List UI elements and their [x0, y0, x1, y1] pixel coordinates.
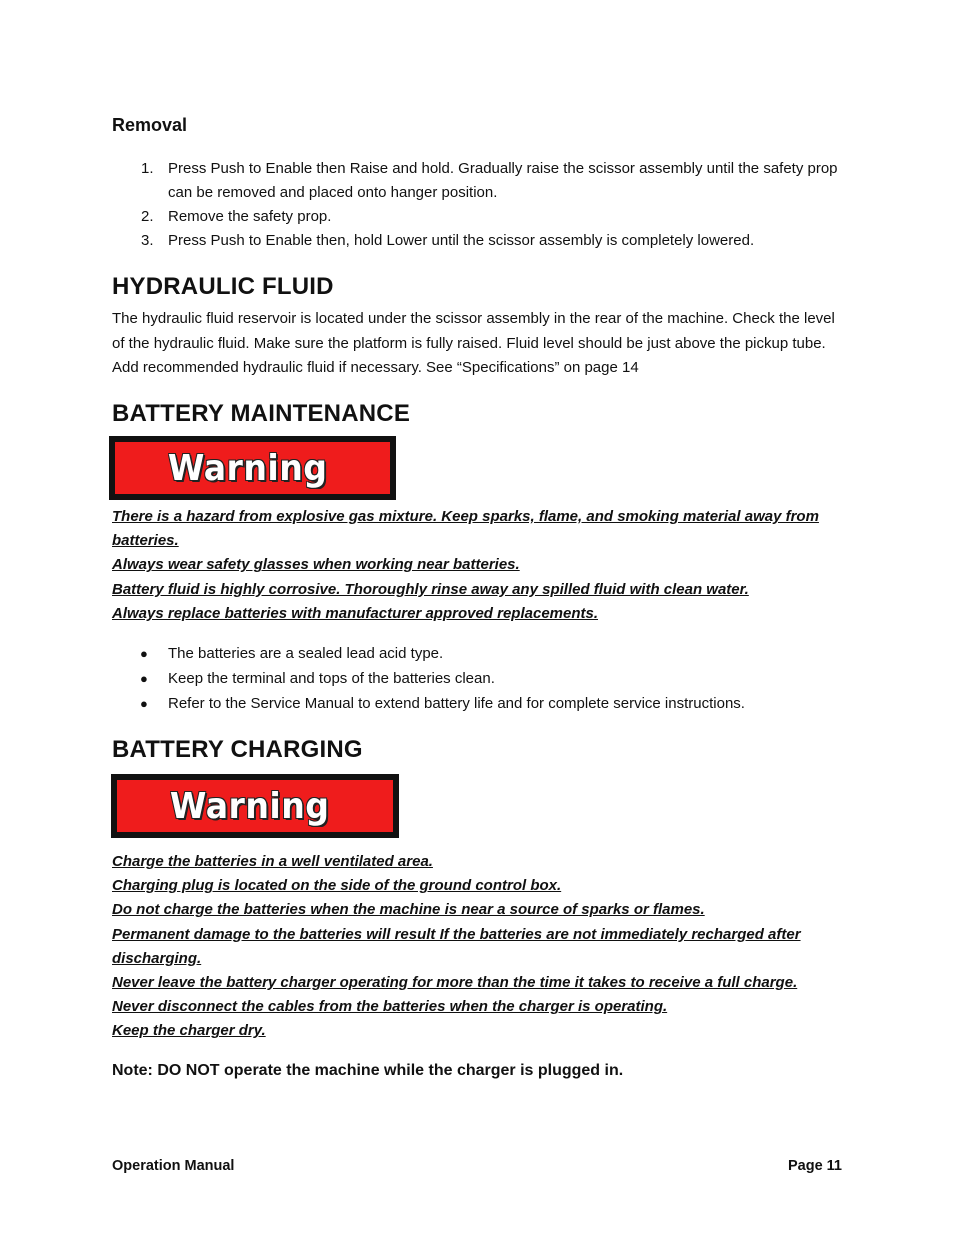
- warning-label: Warning: [167, 447, 328, 489]
- list-item: [112, 692, 745, 717]
- warning-line: Never leave the battery charger operating for more than the time it takes to receive a full charge.: [112, 974, 798, 992]
- list-item: [112, 642, 745, 667]
- step-number: 2.: [141, 208, 154, 225]
- warning-line: Do not charge the batteries when the machine is near a source of sparks or flames.: [112, 901, 705, 919]
- page-number: Page 11: [787, 1158, 842, 1174]
- bullet-text: Refer to the Service Manual to extend battery life and for complete service instructions.: [168, 694, 745, 712]
- step-text: Press Push to Enable then, hold Lower until the scissor assembly is completely lowered.: [168, 232, 755, 249]
- warning-banner: [111, 774, 399, 838]
- step-number: 1.: [141, 160, 154, 177]
- list-item: [112, 157, 848, 205]
- warning-line: Keep the charger dry.: [112, 1022, 266, 1040]
- warning-line: Always wear safety glasses when working near batteries.: [112, 556, 520, 574]
- warning-line: discharging.: [112, 949, 202, 967]
- warning-line: Charging plug is located on the side of the ground control box.: [112, 877, 562, 895]
- charging-note: Note: DO NOT operate the machine while the charger is plugged in.: [112, 1062, 624, 1079]
- charging-warnings: [112, 850, 842, 1044]
- removal-heading: Removal: [112, 115, 188, 135]
- list-item: [112, 667, 745, 692]
- warning-line: Battery fluid is highly corrosive. Thoroughly rinse away any spilled fluid with clean water.: [112, 580, 749, 598]
- warning-line: batteries.: [112, 532, 179, 550]
- step-text: Press Push to Enable then Raise and hold. Gradually raise the scissor assembly until the safety prop can be removed and placed onto hanger position.: [168, 160, 838, 201]
- removal-steps: [112, 157, 848, 253]
- warning-line: Permanent damage to the batteries will result If the batteries are not immediately recharged after: [112, 925, 801, 943]
- warning-line: Charge the batteries in a well ventilated area.: [112, 853, 433, 870]
- warning-label: Warning: [170, 785, 330, 827]
- maintenance-heading: BATTERY MAINTENANCE: [112, 400, 411, 427]
- hydraulic-paragraph: The hydraulic fluid reservoir is located under the scissor assembly in the rear of the machine. Check the level of the hydraulic fluid. Make sure the platform is fully raised. Fluid level should be just above the pickup tube. Add recommended hydraulic fluid if necessary. See “Specifications” on page 14: [112, 310, 835, 376]
- step-number: 3.: [141, 232, 154, 249]
- bullet-icon: ●: [140, 670, 148, 686]
- warning-banner: [109, 436, 396, 500]
- footer-title: Operation Manual: [112, 1158, 235, 1174]
- bullet-text: The batteries are a sealed lead acid type.: [168, 645, 444, 662]
- charging-heading: BATTERY CHARGING: [112, 736, 363, 763]
- bullet-icon: ●: [140, 695, 148, 711]
- bullet-text: Keep the terminal and tops of the batteries clean.: [168, 669, 495, 687]
- maintenance-warnings: [112, 505, 842, 626]
- maintenance-bullets: [112, 642, 745, 716]
- warning-line: Never disconnect the cables from the batteries when the charger is operating.: [112, 998, 668, 1016]
- list-item: [112, 229, 848, 253]
- warning-line: There is a hazard from explosive gas mixture. Keep sparks, flame, and smoking material away from: [112, 508, 819, 525]
- list-item: [112, 205, 848, 229]
- warning-line: Always replace batteries with manufacturer approved replacements.: [112, 604, 599, 622]
- step-text: Remove the safety prop.: [168, 208, 332, 225]
- hydraulic-heading: HYDRAULIC FLUID: [112, 273, 334, 300]
- bullet-icon: ●: [140, 646, 148, 661]
